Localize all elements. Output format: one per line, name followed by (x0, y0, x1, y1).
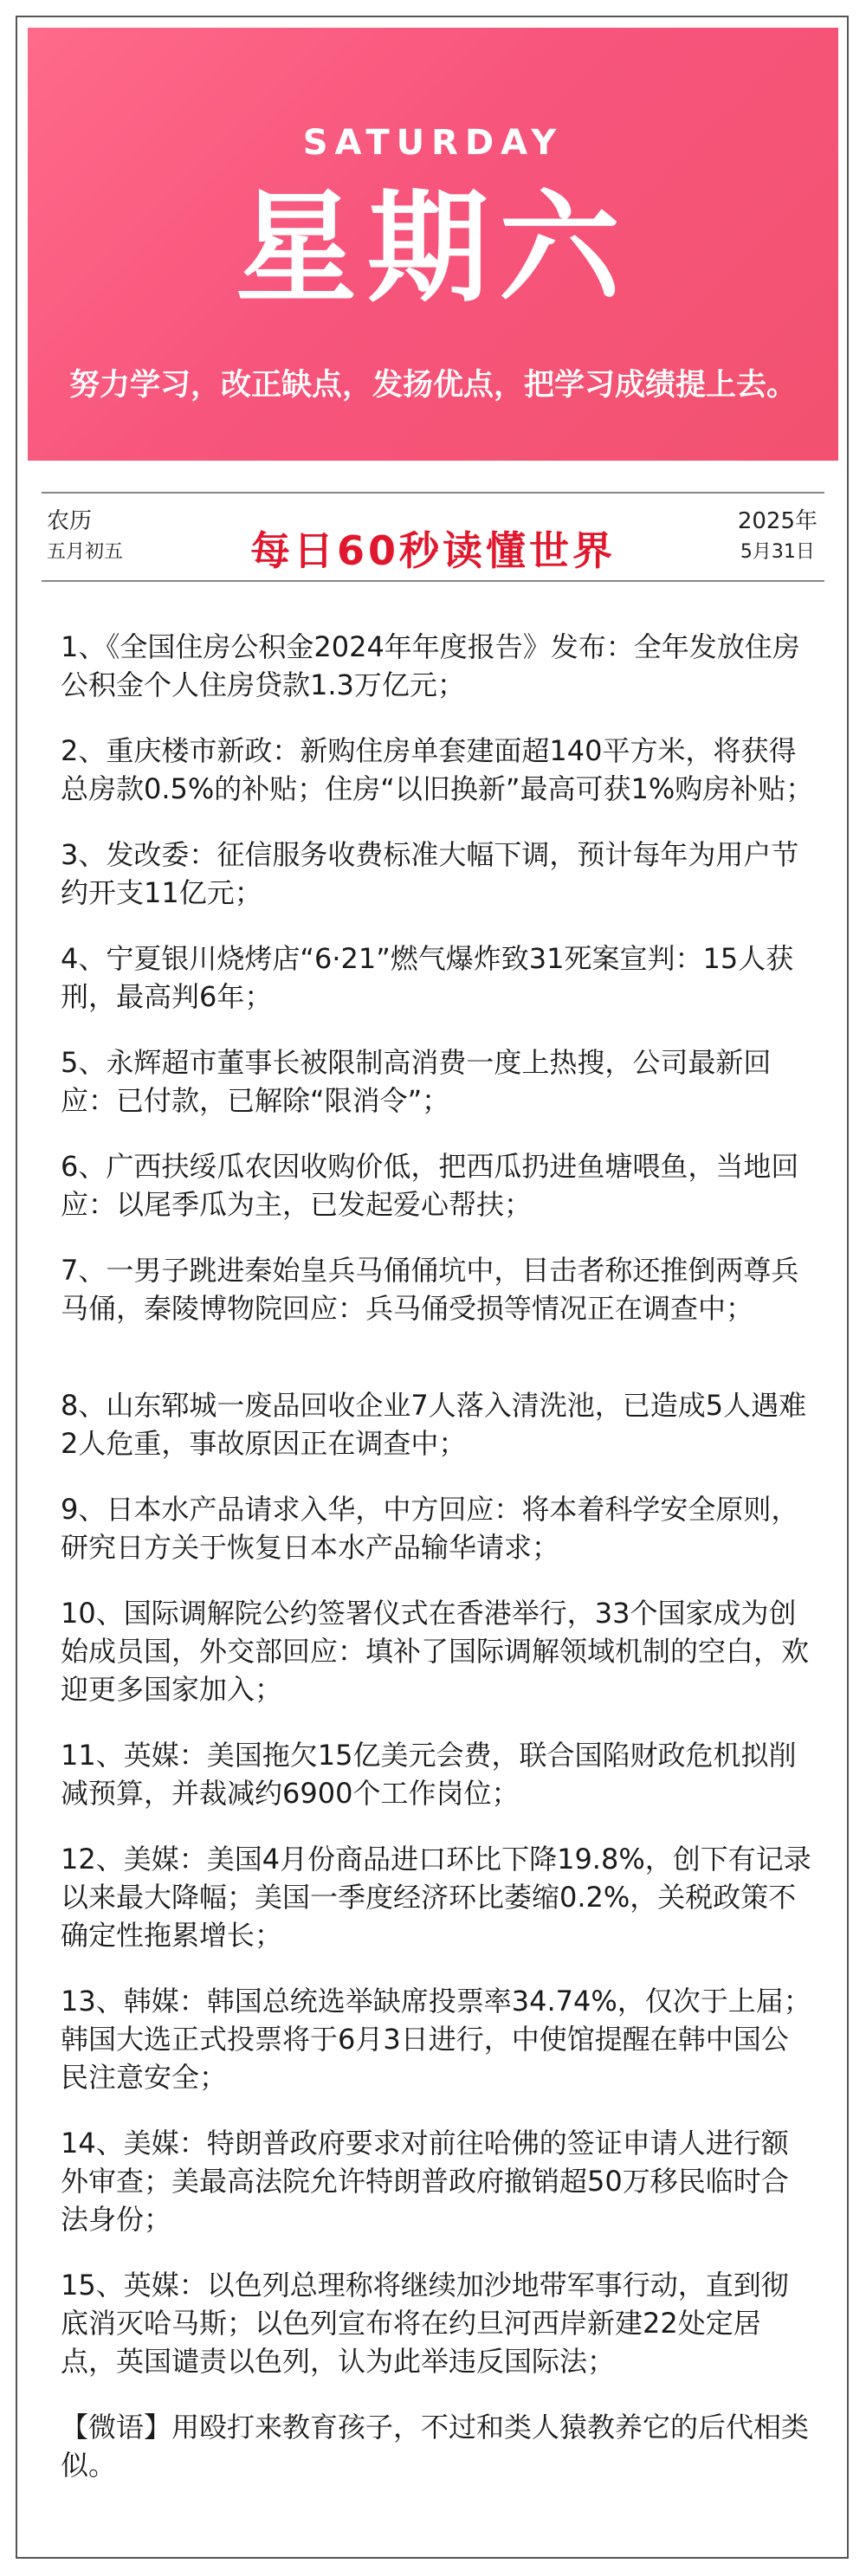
news-item: 11、英媒：美国拖欠15亿美元会费，联合国陷财政危机拟削减预算，并裁减约6900个工作岗位； (61, 1739, 797, 1810)
gregorian-date-block (738, 506, 818, 568)
news-item: 7、一男子跳进秦始皇兵马俑俑坑中，目击者称还推倒两尊兵马俑，秦陵博物院回应：兵马俑受损等情况正在调查中； (61, 1254, 799, 1325)
year-label: 2025年 (737, 508, 818, 534)
news-item: 8、山东郓城一废品回收企业7人落入清洗池，已造成5人遇难2人危重，事故原因正在调查中； (61, 1389, 807, 1460)
news-item: 3、发改委：征信服务收费标准大幅下调，预计每年为用户节约开支11亿元； (61, 838, 799, 909)
page-title: 每日60秒读懂世界 (249, 527, 616, 574)
news-item: 10、国际调解院公约签署仪式在香港举行，33个国家成为创始成员国，外交部回应：填补了国际调解领域机制的空白，欢迎更多国家加入； (61, 1597, 810, 1706)
motto-text: 努力学习，改正缺点，发扬优点，把学习成绩提上去。 (68, 368, 797, 403)
quote-text: 【微语】用殴打来教育孩子，不过和类人猿教养它的后代相类似。 (61, 2411, 810, 2482)
news-item: 15、英媒：以色列总理称将继续加沙地带军事行动，直到彻底消灭哈马斯；以色列宣布将在约旦河西岸新建22处定居点，英国谴责以色列，认为此举违反国际法； (61, 2269, 789, 2378)
top-divider (42, 492, 824, 494)
news-item: 1、《全国住房公积金2024年年度报告》发布：全年发放住房公积金个人住房贷款1.3万亿元； (61, 630, 800, 701)
day-chinese: 星期六 (235, 178, 630, 320)
news-item: 4、宁夏银川烧烤店“6·21”燃气爆炸致31死案宣判：15人获刑，最高判6年； (61, 942, 794, 1013)
lunar-date: 五月初五 (47, 541, 124, 563)
lunar-label: 农历 (47, 508, 93, 534)
news-item: 14、美媒：特朗普政府要求对前往哈佛的签证申请人进行额外审查；美最高法院允许特朗普政府撤销超50万移民临时合法身份； (61, 2127, 789, 2236)
news-item: 12、美媒：美国4月份商品进口环比下降19.8%，创下有记录以来最大降幅；美国一季度经济环比萎缩0.2%，关税政策不确定性拖累增长； (61, 1843, 811, 1952)
news-item: 2、重庆楼市新政：新购住房单套建面超140平方米，将获得总房款0.5%的补贴；住房“以旧换新”最高可获1%购房补贴； (61, 734, 814, 805)
news-item: 5、永辉超市董事长被限制高消费一度上热搜，公司最新回应：已付款，已解除“限消令”； (61, 1046, 772, 1117)
news-item: 13、韩媒：韩国总统选举缺席投票率34.74%，仅次于上届；韩国大选正式投票将于6月3日进行，中使馆提醒在韩中国公民注意安全； (61, 1985, 811, 2094)
day-banner (28, 28, 838, 461)
news-item: 6、广西扶绥瓜农因收购价低，把西瓜扔进鱼塘喂鱼，当地回应：以尾季瓜为主，已发起爱心帮扶； (61, 1150, 799, 1221)
day-english: SATURDAY (302, 123, 564, 163)
news-item: 9、日本水产品请求入华，中方回应：将本着科学安全原则，研究日方关于恢复日本水产品输华请求； (61, 1493, 799, 1564)
header-divider (42, 580, 824, 582)
date-label: 5月31日 (740, 541, 815, 563)
news-list (52, 628, 814, 2484)
